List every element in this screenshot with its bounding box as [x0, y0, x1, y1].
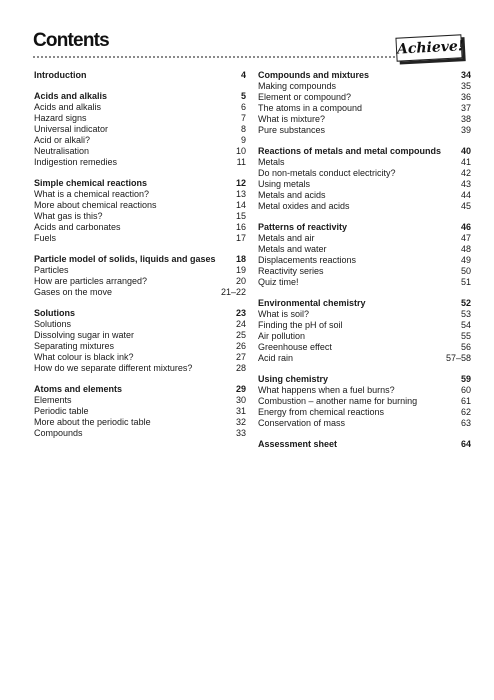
entry-page-number: 24 — [235, 319, 246, 329]
entry-page-number: 56 — [460, 342, 471, 352]
entry-label: Using metals — [258, 179, 311, 189]
toc-entry — [258, 277, 471, 288]
section-page-number: 5 — [240, 91, 246, 101]
entry-label: Solutions — [34, 319, 72, 329]
entry-label: Acids and carbonates — [34, 222, 121, 232]
toc-section — [258, 70, 471, 136]
section-page-number: 52 — [460, 298, 471, 308]
toc-section-heading — [258, 222, 471, 233]
entry-page-number: 42 — [460, 168, 471, 178]
entry-label: Reactivity series — [258, 266, 324, 276]
toc-entry — [258, 103, 471, 114]
dotted-rule — [33, 56, 395, 58]
toc-section-heading — [258, 70, 471, 81]
toc-entry — [258, 385, 471, 396]
section-title: Assessment sheet — [258, 439, 338, 449]
toc-entry — [258, 353, 471, 364]
entry-label: Acid or alkali? — [34, 135, 91, 145]
entry-page-number: 45 — [460, 201, 471, 211]
toc-section-heading — [258, 374, 471, 385]
section-title: Patterns of reactivity — [258, 222, 348, 232]
toc-entry — [34, 189, 246, 200]
entry-page-number: 61 — [460, 396, 471, 406]
entry-label: Element or compound? — [258, 92, 352, 102]
section-page-number: 40 — [460, 146, 471, 156]
section-page-number: 4 — [240, 70, 246, 80]
entry-page-number: 32 — [235, 417, 246, 427]
entry-label: Metals and acids — [258, 190, 326, 200]
toc-section-heading — [34, 70, 246, 81]
entry-label: Pure substances — [258, 125, 326, 135]
entry-label: Combustion – another name for burning — [258, 396, 418, 406]
toc-entry — [34, 319, 246, 330]
entry-label: Acids and alkalis — [34, 102, 102, 112]
toc-section — [34, 254, 246, 298]
toc-entry — [34, 113, 246, 124]
entry-label: Metals and air — [258, 233, 315, 243]
toc-entry — [34, 102, 246, 113]
entry-label: What is soil? — [258, 309, 310, 319]
entry-label: Dissolving sugar in water — [34, 330, 135, 340]
section-title: Solutions — [34, 308, 75, 318]
toc-entry — [34, 135, 246, 146]
entry-label: What is a chemical reaction? — [34, 189, 150, 199]
entry-page-number: 28 — [235, 363, 246, 373]
entry-label: Metal oxides and acids — [258, 201, 350, 211]
toc-entry — [34, 406, 246, 417]
entry-label: Universal indicator — [34, 124, 109, 134]
entry-page-number: 44 — [460, 190, 471, 200]
contents-column-right — [258, 70, 471, 460]
toc-section — [34, 308, 246, 374]
entry-page-number: 16 — [235, 222, 246, 232]
toc-section — [34, 178, 246, 244]
entry-page-number: 10 — [235, 146, 246, 156]
entry-label: Displacements reactions — [258, 255, 357, 265]
entry-page-number: 60 — [460, 385, 471, 395]
section-page-number: 23 — [235, 308, 246, 318]
toc-entry — [258, 157, 471, 168]
toc-entry — [258, 114, 471, 125]
section-page-number: 59 — [460, 374, 471, 384]
toc-section-heading — [34, 91, 246, 102]
toc-entry — [34, 287, 246, 298]
toc-section — [258, 146, 471, 212]
toc-section — [258, 298, 471, 364]
entry-label: Greenhouse effect — [258, 342, 332, 352]
toc-entry — [34, 222, 246, 233]
entry-label: What gas is this? — [34, 211, 103, 221]
entry-page-number: 7 — [240, 113, 246, 123]
toc-section — [34, 384, 246, 439]
entry-page-number: 36 — [460, 92, 471, 102]
entry-label: How are particles arranged? — [34, 276, 148, 286]
entry-label: Metals — [258, 157, 285, 167]
badge-label: Achieve! — [395, 34, 462, 61]
section-title: Using chemistry — [258, 374, 329, 384]
section-title: Acids and alkalis — [34, 91, 108, 101]
toc-entry — [258, 81, 471, 92]
entry-page-number: 14 — [235, 200, 246, 210]
toc-entry — [34, 330, 246, 341]
toc-entry — [258, 244, 471, 255]
entry-label: Conservation of mass — [258, 418, 346, 428]
toc-section-heading — [34, 308, 246, 319]
entry-label: Metals and water — [258, 244, 327, 254]
entry-page-number: 50 — [460, 266, 471, 276]
entry-label: Compounds — [34, 428, 83, 438]
entry-page-number: 35 — [460, 81, 471, 91]
toc-entry — [258, 92, 471, 103]
entry-label: Do non-metals conduct electricity? — [258, 168, 396, 178]
entry-label: What colour is black ink? — [34, 352, 134, 362]
toc-entry — [258, 125, 471, 136]
toc-entry — [34, 200, 246, 211]
toc-entry — [34, 417, 246, 428]
toc-section-heading — [34, 178, 246, 189]
entry-page-number: 38 — [460, 114, 471, 124]
entry-label: Gases on the move — [34, 287, 113, 297]
entry-page-number: 20 — [235, 276, 246, 286]
section-page-number: 29 — [235, 384, 246, 394]
toc-entry — [34, 428, 246, 439]
entry-label: How do we separate different mixtures? — [34, 363, 193, 373]
entry-page-number: 19 — [235, 265, 246, 275]
entry-label: What is mixture? — [258, 114, 326, 124]
toc-entry — [34, 352, 246, 363]
toc-entry — [34, 363, 246, 374]
section-page-number: 18 — [235, 254, 246, 264]
toc-entry — [258, 331, 471, 342]
toc-entry — [258, 179, 471, 190]
contents-column-left — [34, 70, 246, 449]
entry-page-number: 41 — [460, 157, 471, 167]
entry-page-number: 37 — [460, 103, 471, 113]
entry-label: Indigestion remedies — [34, 157, 118, 167]
entry-page-number: 9 — [240, 135, 246, 145]
section-title: Simple chemical reactions — [34, 178, 148, 188]
toc-entry — [258, 255, 471, 266]
section-title: Compounds and mixtures — [258, 70, 370, 80]
entry-label: Separating mixtures — [34, 341, 115, 351]
entry-page-number: 55 — [460, 331, 471, 341]
entry-page-number: 63 — [460, 418, 471, 428]
toc-entry — [258, 407, 471, 418]
toc-section — [258, 222, 471, 288]
entry-label: More about chemical reactions — [34, 200, 157, 210]
toc-entry — [34, 146, 246, 157]
toc-section-heading — [34, 384, 246, 395]
entry-label: Periodic table — [34, 406, 89, 416]
entry-page-number: 25 — [235, 330, 246, 340]
entry-label: Energy from chemical reactions — [258, 407, 385, 417]
section-page-number: 46 — [460, 222, 471, 232]
toc-section — [258, 374, 471, 429]
entry-label: Air pollution — [258, 331, 306, 341]
entry-page-number: 39 — [460, 125, 471, 135]
entry-label: Particles — [34, 265, 69, 275]
entry-page-number: 48 — [460, 244, 471, 254]
toc-section-heading — [34, 254, 246, 265]
toc-entry — [34, 211, 246, 222]
toc-entry — [34, 341, 246, 352]
toc-entry — [258, 190, 471, 201]
entry-page-number: 17 — [235, 233, 246, 243]
section-title: Atoms and elements — [34, 384, 123, 394]
entry-label: Elements — [34, 395, 72, 405]
entry-page-number: 13 — [235, 189, 246, 199]
toc-entry — [34, 276, 246, 287]
entry-page-number: 15 — [235, 211, 246, 221]
toc-entry — [258, 342, 471, 353]
entry-page-number: 27 — [235, 352, 246, 362]
entry-page-number: 33 — [235, 428, 246, 438]
entry-label: More about the periodic table — [34, 417, 151, 427]
entry-label: Making compounds — [258, 81, 337, 91]
toc-entry — [258, 320, 471, 331]
achieve-badge — [395, 34, 465, 61]
toc-entry — [258, 309, 471, 320]
toc-section — [34, 70, 246, 81]
entry-page-number: 30 — [235, 395, 246, 405]
entry-page-number: 31 — [235, 406, 246, 416]
entry-page-number: 43 — [460, 179, 471, 189]
toc-entry — [258, 418, 471, 429]
toc-entry — [34, 157, 246, 168]
toc-section-heading — [258, 298, 471, 309]
entry-page-number: 57–58 — [445, 353, 471, 363]
entry-page-number: 11 — [236, 157, 246, 167]
toc-entry — [34, 124, 246, 135]
entry-page-number: 6 — [240, 102, 246, 112]
entry-label: Neutralisation — [34, 146, 90, 156]
toc-entry — [34, 395, 246, 406]
section-page-number: 34 — [460, 70, 471, 80]
entry-page-number: 26 — [235, 341, 246, 351]
section-page-number: 64 — [460, 439, 471, 449]
entry-label: Hazard signs — [34, 113, 87, 123]
entry-page-number: 47 — [460, 233, 471, 243]
toc-entry — [258, 266, 471, 277]
section-page-number: 12 — [235, 178, 246, 188]
section-title: Particle model of solids, liquids and gases — [34, 254, 216, 264]
entry-label: Quiz time! — [258, 277, 299, 287]
toc-section — [258, 439, 471, 450]
toc-entry — [258, 396, 471, 407]
entry-label: Acid rain — [258, 353, 294, 363]
entry-label: Fuels — [34, 233, 57, 243]
entry-page-number: 8 — [240, 124, 246, 134]
section-title: Introduction — [34, 70, 87, 80]
toc-section-heading — [258, 146, 471, 157]
page-title: Contents — [33, 30, 109, 51]
section-title: Reactions of metals and metal compounds — [258, 146, 442, 156]
toc-section-heading — [258, 439, 471, 450]
toc-section — [34, 91, 246, 168]
toc-entry — [258, 201, 471, 212]
toc-entry — [258, 233, 471, 244]
entry-page-number: 54 — [460, 320, 471, 330]
entry-page-number: 49 — [460, 255, 471, 265]
entry-page-number: 62 — [460, 407, 471, 417]
entry-page-number: 21–22 — [220, 287, 246, 297]
toc-entry — [258, 168, 471, 179]
section-title: Environmental chemistry — [258, 298, 366, 308]
entry-label: The atoms in a compound — [258, 103, 363, 113]
entry-page-number: 51 — [460, 277, 471, 287]
entry-label: What happens when a fuel burns? — [258, 385, 395, 395]
entry-page-number: 53 — [460, 309, 471, 319]
entry-label: Finding the pH of soil — [258, 320, 343, 330]
toc-entry — [34, 265, 246, 276]
toc-entry — [34, 233, 246, 244]
